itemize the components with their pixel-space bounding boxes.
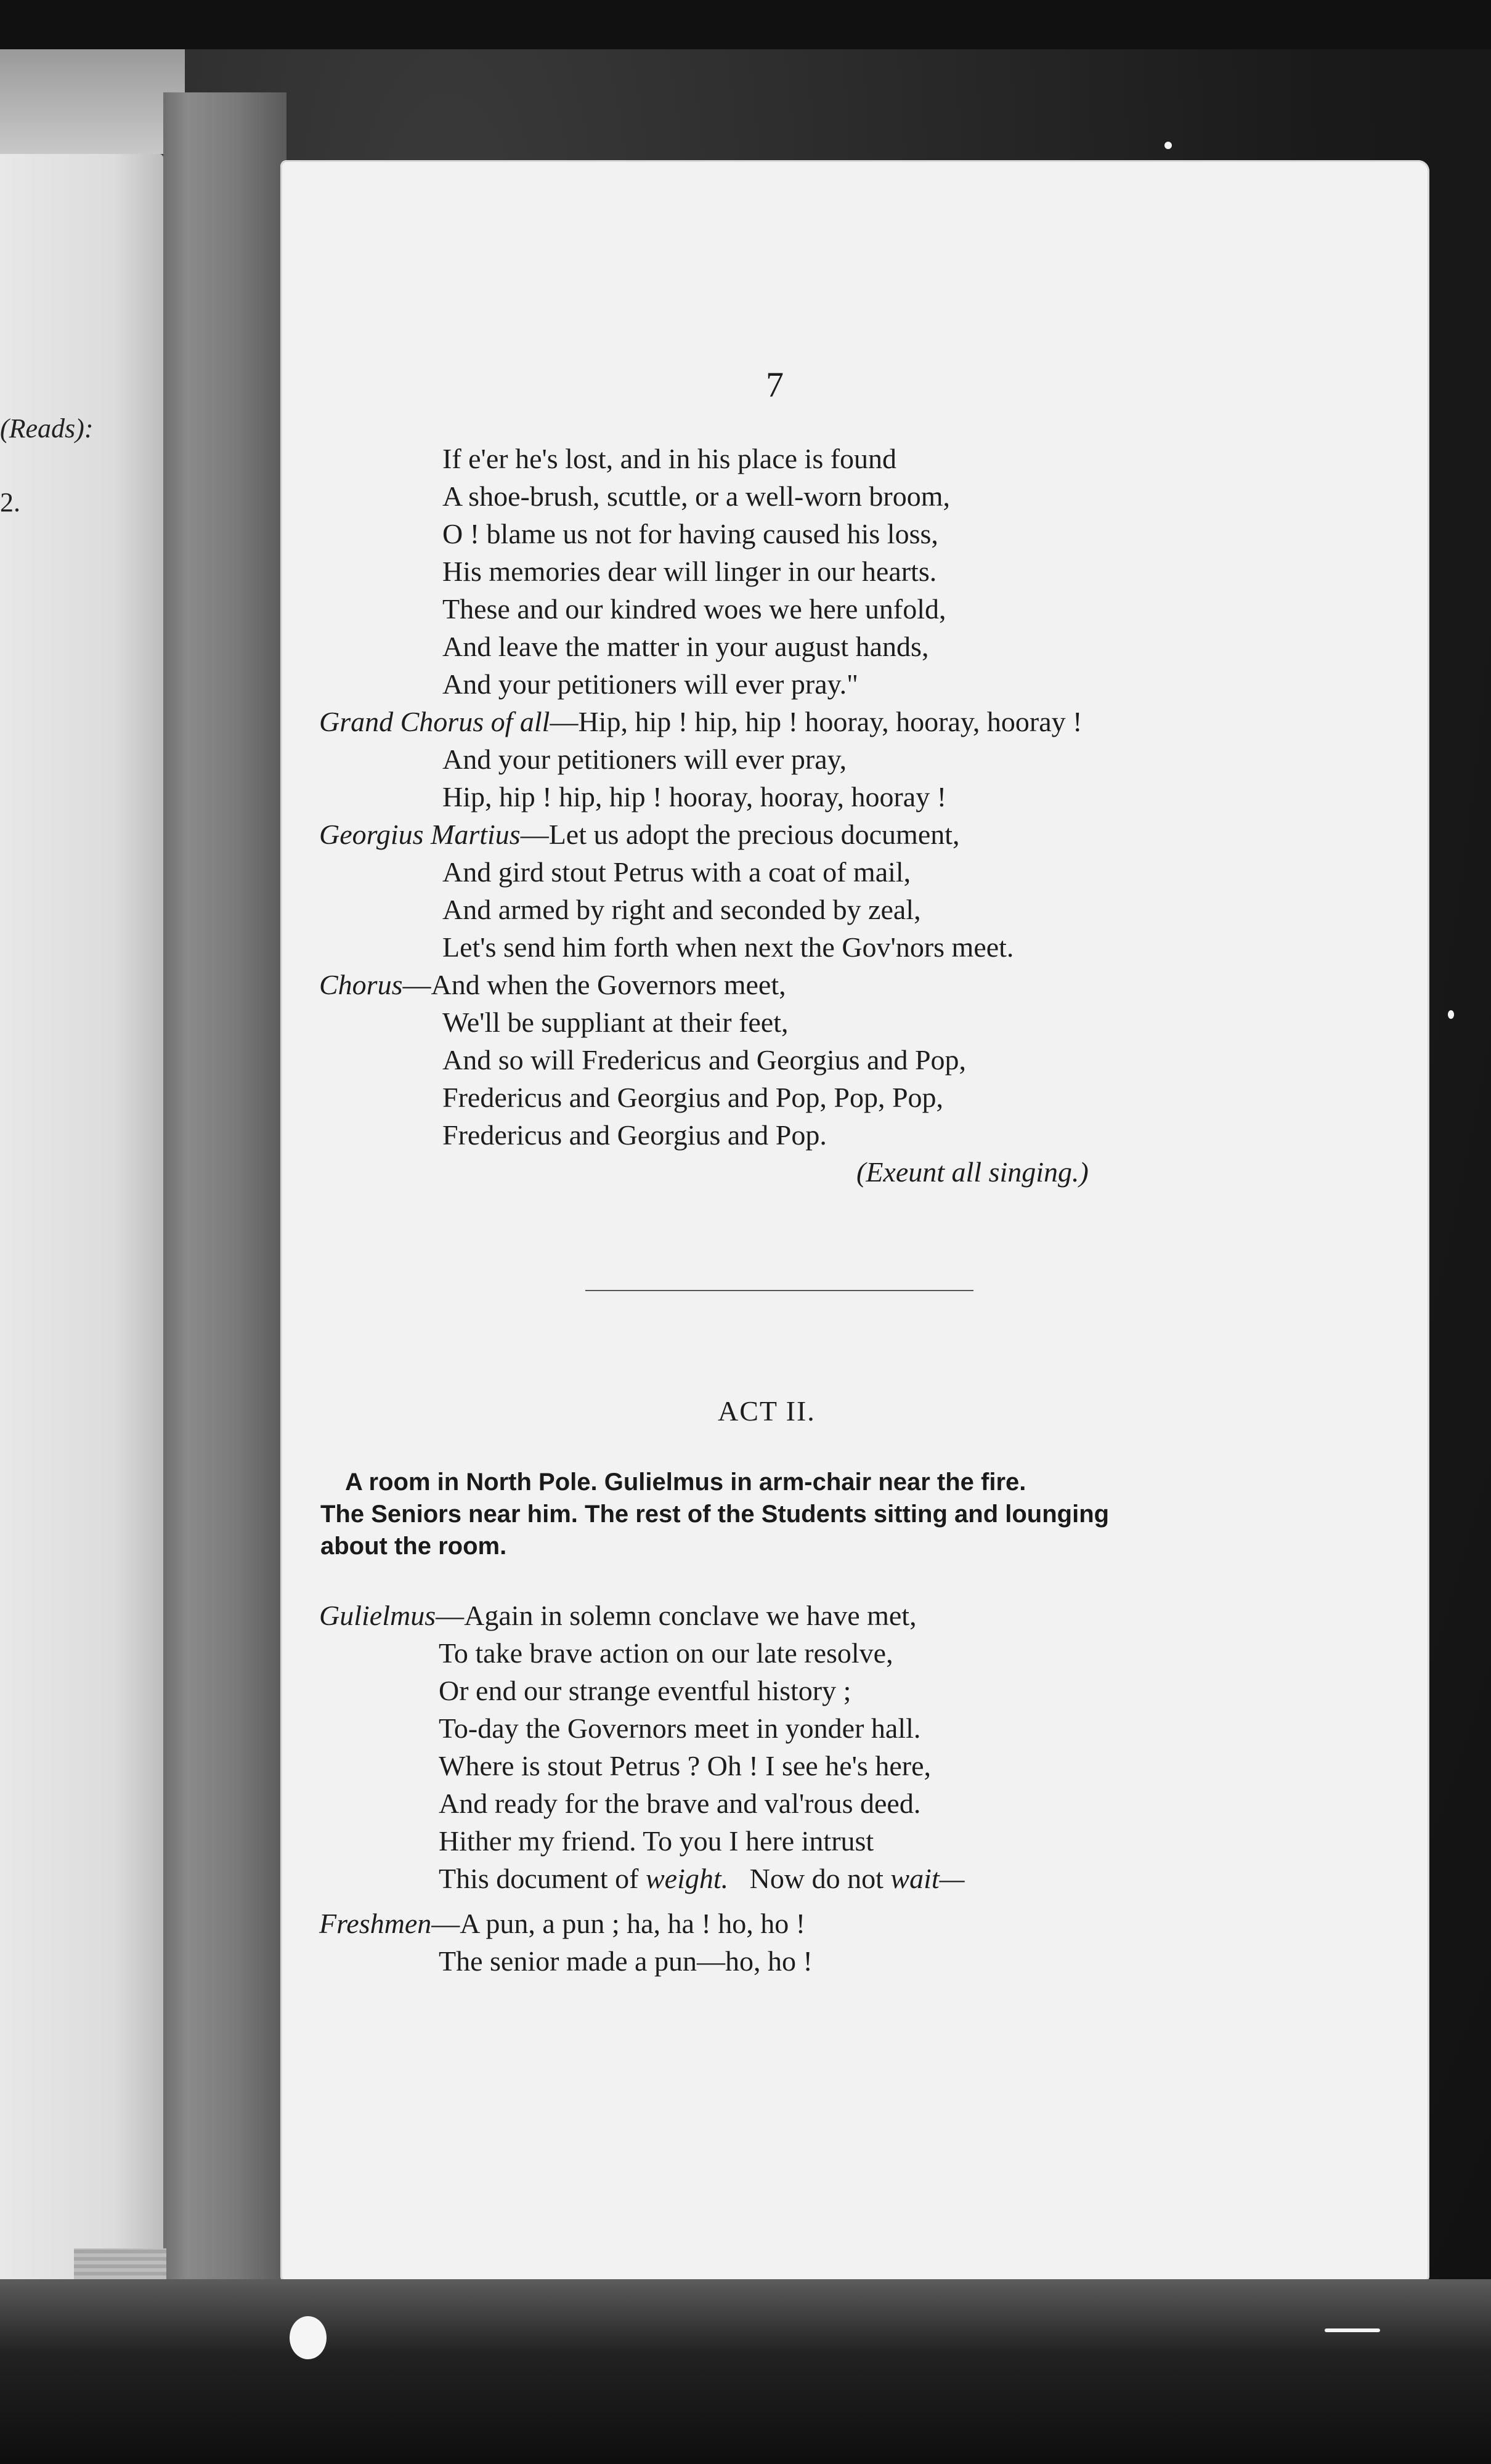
- verse-line: And gird stout Petrus with a coat of mail,: [442, 856, 911, 888]
- speech-line: [319, 971, 786, 999]
- verse-line: And your petitioners will ever pray.": [442, 668, 858, 700]
- verse-line: And armed by right and seconded by zeal,: [442, 894, 921, 925]
- binding-tape-top: [0, 49, 185, 154]
- verse-line: His memories dear will linger in our hearts.: [442, 556, 937, 587]
- emphasis-word: weight.: [646, 1863, 729, 1894]
- verse-line: And leave the matter in your august hands,: [442, 631, 929, 662]
- dust-speck: [1325, 2328, 1380, 2332]
- speech-line: [319, 708, 1082, 736]
- verse-line: And your petitioners will ever pray,: [442, 744, 847, 775]
- left-page-reads-label: (Reads):: [0, 413, 94, 444]
- page-gutter: [163, 92, 286, 2341]
- dust-speck: [290, 2316, 327, 2359]
- speaker-name: Grand Chorus of all: [319, 706, 550, 737]
- stage-direction-line: about the room.: [320, 1533, 507, 1560]
- speaker-name: Georgius Martius: [319, 819, 521, 850]
- emphasis-word: wait—: [890, 1863, 965, 1894]
- verse-line: Or end our strange eventful history ;: [439, 1675, 851, 1706]
- verse-text: Now do not: [728, 1863, 891, 1894]
- speaker-name: Gulielmus: [319, 1600, 436, 1631]
- verse-line: Hip, hip ! hip, hip ! hooray, hooray, hooray !: [442, 781, 947, 813]
- verse-line: If e'er he's lost, and in his place is found: [442, 443, 897, 474]
- verse-line: To take brave action on our late resolve,: [439, 1637, 893, 1669]
- verse-line: To-day the Governors meet in yonder hall.: [439, 1712, 921, 1744]
- scan-top-edge: [0, 0, 1491, 49]
- speech-text: —And when the Governors meet,: [402, 969, 786, 1000]
- verse-line: Fredericus and Georgius and Pop.: [442, 1119, 827, 1151]
- speaker-name: Chorus: [319, 969, 403, 1000]
- speech-line: [319, 1602, 917, 1630]
- speech-line: [319, 1910, 805, 1938]
- adjacent-left-page: [0, 154, 163, 2279]
- speech-line: [319, 821, 960, 849]
- verse-line: Hither my friend. To you I here intrust: [439, 1825, 874, 1857]
- verse-line: These and our kindred woes we here unfold,: [442, 593, 946, 625]
- dust-speck: [1164, 142, 1172, 149]
- stage-direction-line: A room in North Pole. Gulielmus in arm-chair near the fire.: [345, 1469, 1026, 1496]
- speech-text: —Hip, hip ! hip, hip ! hooray, hooray, hooray !: [550, 706, 1083, 737]
- dust-speck: [1448, 1010, 1454, 1019]
- speaker-name: Freshmen: [319, 1908, 432, 1939]
- verse-line: A shoe-brush, scuttle, or a well-worn broom,: [442, 480, 951, 512]
- verse-line: O ! blame us not for having caused his loss,: [442, 518, 938, 549]
- speech-text: —Again in solemn conclave we have met,: [436, 1600, 917, 1631]
- act-heading: ACT II.: [718, 1395, 816, 1427]
- stage-direction-line: The Seniors near him. The rest of the Students sitting and lounging: [320, 1501, 1110, 1528]
- verse-line: Where is stout Petrus ? Oh ! I see he's here,: [439, 1750, 931, 1781]
- verse-line: Fredericus and Georgius and Pop, Pop, Pop,: [442, 1082, 944, 1113]
- speech-text: —A pun, a pun ; ha, ha ! ho, ho !: [431, 1908, 806, 1939]
- verse-line: We'll be suppliant at their feet,: [442, 1007, 789, 1038]
- verse-line: The senior made a pun—ho, ho !: [439, 1945, 813, 1977]
- scan-bottom-edge: [0, 2279, 1491, 2464]
- speech-text: —Let us adopt the precious document,: [520, 819, 960, 850]
- left-page-number-fragment: 2.: [0, 487, 20, 517]
- page-number: 7: [766, 365, 784, 405]
- verse-line: Let's send him forth when next the Gov'nors meet.: [442, 931, 1014, 963]
- section-divider: [585, 1290, 973, 1291]
- verse-text: This document of: [439, 1863, 646, 1894]
- verse-line: [439, 1865, 965, 1893]
- verse-line: And so will Fredericus and Georgius and Pop,: [442, 1044, 967, 1076]
- verse-line: And ready for the brave and val'rous deed.: [439, 1788, 921, 1819]
- stage-exit-direction: (Exeunt all singing.): [856, 1156, 1089, 1188]
